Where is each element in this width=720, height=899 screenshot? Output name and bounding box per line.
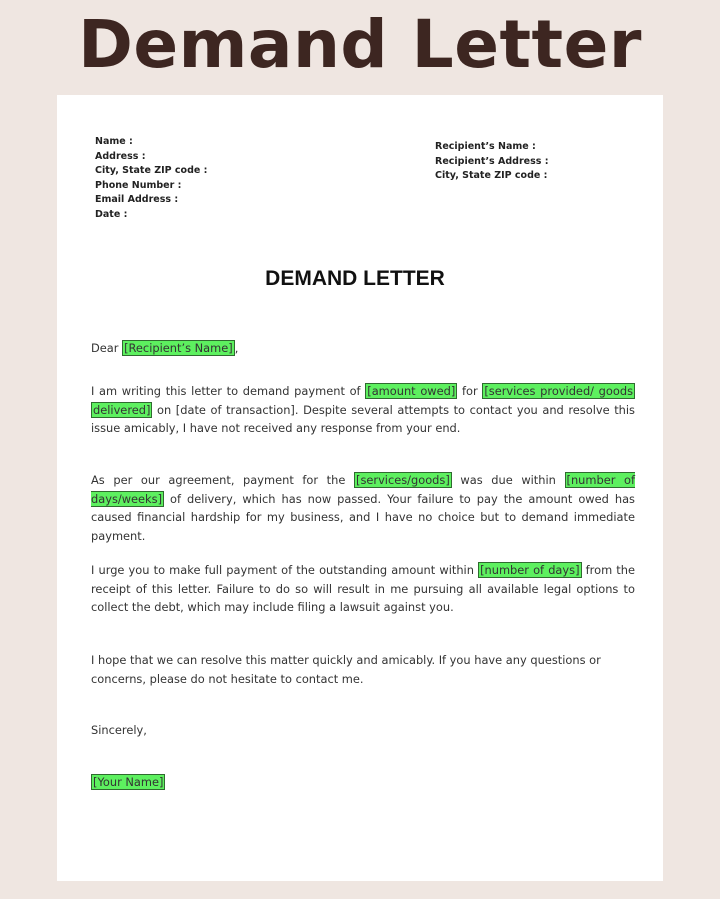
paragraph-1 [91, 382, 635, 438]
salutation [91, 339, 635, 358]
salutation-text: Dear [91, 341, 123, 355]
sender-name-field: Name : [95, 136, 133, 147]
p2-text-2: was due within [451, 473, 565, 487]
sender-email-field: Email Address : [95, 194, 179, 206]
days-weeks-placeholder: [number of days/weeks] [91, 473, 635, 506]
p1-text-1: I am writing this letter to demand payment of [91, 384, 366, 398]
amount-owed-placeholder: [amount owed] [367, 384, 456, 398]
services-placeholder-cont: delivered] [93, 402, 151, 417]
number-of-days-placeholder: [number of days] [480, 563, 580, 577]
paragraph-2 [91, 471, 635, 545]
sender-date-field: Date : [95, 208, 128, 220]
banner [0, 0, 720, 90]
sender-phone-field: Phone Number : [95, 179, 182, 191]
recipient-address-field: Recipient’s Address : [435, 155, 549, 167]
p1-text-2: for [457, 384, 483, 398]
p3-text-1: I urge you to make full payment of the outstanding amount within [91, 563, 479, 577]
letter-page [57, 95, 663, 881]
sender-city-field: City, State ZIP code : [95, 165, 208, 177]
signature [91, 773, 635, 792]
recipient-name-field: Recipient’s Name : [435, 141, 536, 152]
closing: Sincerely, [91, 723, 147, 737]
paragraph-3 [91, 561, 635, 617]
recipient-city-field: City, State ZIP code : [435, 170, 548, 182]
p1-text-3: on [date of transaction]. Despite several attempts to contact you and resolve this issue amicably, I have not received any response from your end. [91, 402, 635, 435]
recipient-name-placeholder: [Recipient’s Name] [124, 341, 233, 355]
paragraph-4: I hope that we can resolve this matter quickly and amicably. If you have any questions or concerns, please do not hesitate to contact me. [91, 653, 601, 686]
salutation-comma: , [234, 341, 239, 355]
recipient-block [435, 140, 549, 184]
your-name-placeholder: [Your Name] [93, 775, 164, 789]
services-goods-placeholder: [services/goods] [356, 473, 450, 487]
banner-title: Demand Letter [78, 6, 642, 83]
p2-text-3: of delivery, which has now passed. Your failure to pay the amount owed has caused financial hardship for my business, and I have no choice but to demand immediate payment. [91, 491, 635, 543]
sender-address-field: Address : [95, 150, 146, 162]
sender-block [95, 135, 207, 223]
p2-text-1: As per our agreement, payment for the [91, 473, 354, 487]
document-title: DEMAND LETTER [265, 267, 445, 290]
p3-text-2: from the receipt of this letter. Failure to do so will result in me pursuing all available legal options to collect the debt, which may include filing a lawsuit against you. [91, 563, 635, 614]
services-placeholder: [services provided/ goods [484, 384, 634, 398]
